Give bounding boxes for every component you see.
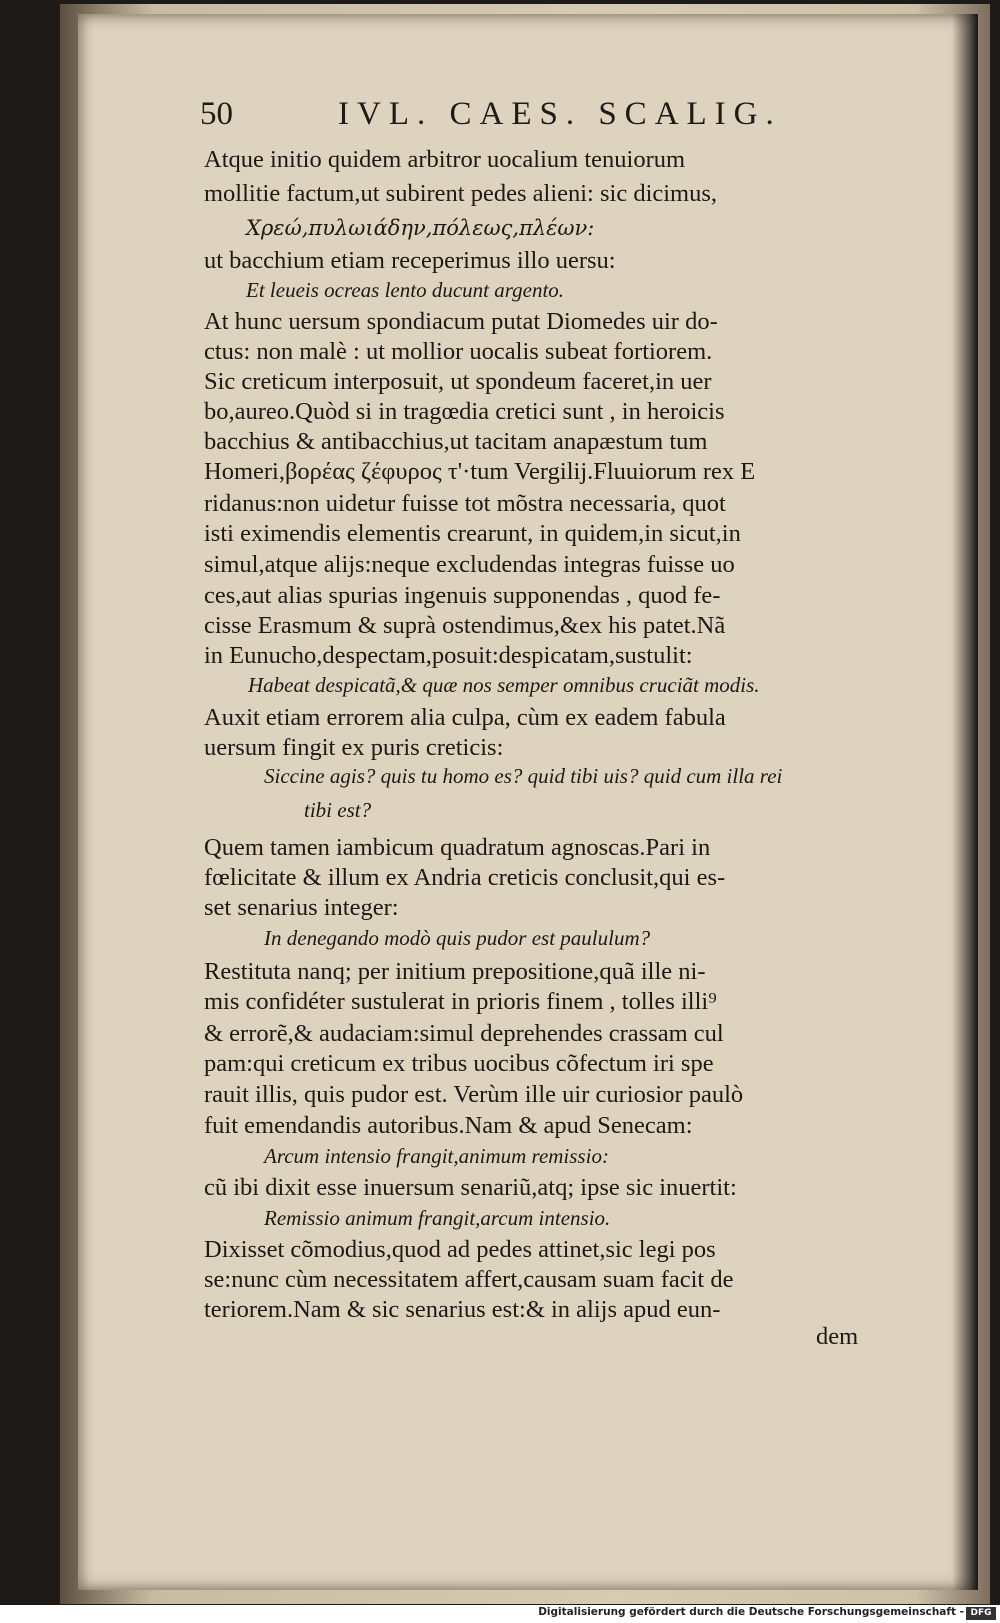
verse-quote: In denegando modò quis pudor est paululum? bbox=[264, 926, 651, 950]
catchword: dem bbox=[816, 1323, 859, 1350]
text-line: cũ ibi dixit esse inuersum senariũ,atq; ipse sic inuertit: bbox=[204, 1174, 737, 1201]
text-line: Quem tamen iambicum quadratum agnoscas.Pari in bbox=[204, 834, 711, 861]
text-line: ctus: non malè : ut mollior uocalis subeat fortiorem. bbox=[204, 338, 713, 365]
text-line: & errorẽ,& audaciam:simul deprehendes crassam cul bbox=[204, 1020, 724, 1047]
greek-line: Χρεώ,πυλωιάδην,πόλεως,πλέων: bbox=[246, 216, 595, 240]
text-line: fœlicitate & illum ex Andria creticis conclusit,qui es- bbox=[204, 864, 726, 891]
text-line: bo,aureo.Quòd si in tragœdia cretici sunt , in heroicis bbox=[204, 398, 725, 425]
text-line: isti eximendis elementis crearunt, in quidem,in sicut,in bbox=[204, 520, 741, 547]
gutter-shadow bbox=[952, 14, 978, 1590]
text-line: uersum fingit ex puris creticis: bbox=[204, 734, 504, 761]
text-line: ut bacchium etiam receperimus illo uersu: bbox=[204, 247, 616, 274]
text-line: Homeri,βορέας ζέφυρος τ'·tum Vergilij.Fluuiorum rex E bbox=[204, 458, 756, 485]
running-title: IVL. CAES. SCALIG. bbox=[338, 96, 782, 132]
text-line: simul,atque alijs:neque excludendas integras fuisse uo bbox=[204, 551, 735, 578]
text-line: Restituta nanq; per initium prepositione,quã ille ni- bbox=[204, 958, 706, 985]
text-line: Auxit etiam errorem alia culpa, cùm ex eadem fabula bbox=[204, 704, 726, 731]
text-line: teriorem.Nam & sic senarius est:& in alijs apud eun- bbox=[204, 1296, 721, 1323]
page-number: 50 bbox=[200, 96, 233, 132]
verse-quote: tibi est? bbox=[304, 798, 372, 822]
funding-credit: Digitalisierung gefördert durch die Deutsche Forschungsgemeinschaft - bbox=[538, 1606, 964, 1618]
text-line: ridanus:non uidetur fuisse tot mõstra necessaria, quot bbox=[204, 490, 726, 517]
verse-quote: Habeat despicatã,& quæ nos semper omnibus cruciãt modis. bbox=[248, 673, 760, 697]
verse-quote: Siccine agis? quis tu homo es? quid tibi uis? quid cum illa rei bbox=[264, 764, 783, 788]
text-line: rauit illis, quis pudor est. Verùm ille uir curiosior paulò bbox=[204, 1081, 744, 1108]
verse-quote: Arcum intensio frangit,animum remissio: bbox=[264, 1144, 609, 1168]
verse-quote: Et leueis ocreas lento ducunt argento. bbox=[246, 278, 565, 302]
text-line: Atque initio quidem arbitror uocalium tenuiorum bbox=[204, 146, 686, 173]
text-line: in Eunucho,despectam,posuit:despicatam,sustulit: bbox=[204, 642, 693, 669]
text-line: ces,aut alias spurias ingenuis supponendas , quod fe- bbox=[204, 582, 721, 609]
text-line: cisse Erasmum & suprà ostendimus,&ex his patet.Nã bbox=[204, 612, 726, 639]
text-line: At hunc uersum spondiacum putat Diomedes uir do- bbox=[204, 308, 718, 335]
text-line: Sic creticum interposuit, ut spondeum faceret,in uer bbox=[204, 368, 712, 395]
text-line: Dixisset cõmodius,quod ad pedes attinet,sic legi pos bbox=[204, 1236, 716, 1263]
dfg-logo: DFG bbox=[966, 1607, 996, 1620]
text-line: mollitie factum,ut subirent pedes alieni: sic dicimus, bbox=[204, 180, 718, 207]
digitization-footer bbox=[0, 1605, 1000, 1623]
text-line: set senarius integer: bbox=[204, 894, 399, 921]
text-line: bacchius & antibacchius,ut tacitam anapæstum tum bbox=[204, 428, 708, 455]
text-line: mis confidéter sustulerat in prioris finem , tolles illi⁹ bbox=[204, 988, 717, 1015]
verse-quote: Remissio animum frangit,arcum intensio. bbox=[264, 1206, 611, 1230]
text-line: fuit emendandis autoribus.Nam & apud Senecam: bbox=[204, 1112, 693, 1139]
text-line: se:nunc cùm necessitatem affert,causam suam facit de bbox=[204, 1266, 734, 1293]
text-line: pam:qui creticum ex tribus uocibus cõfectum iri spe bbox=[204, 1050, 714, 1077]
